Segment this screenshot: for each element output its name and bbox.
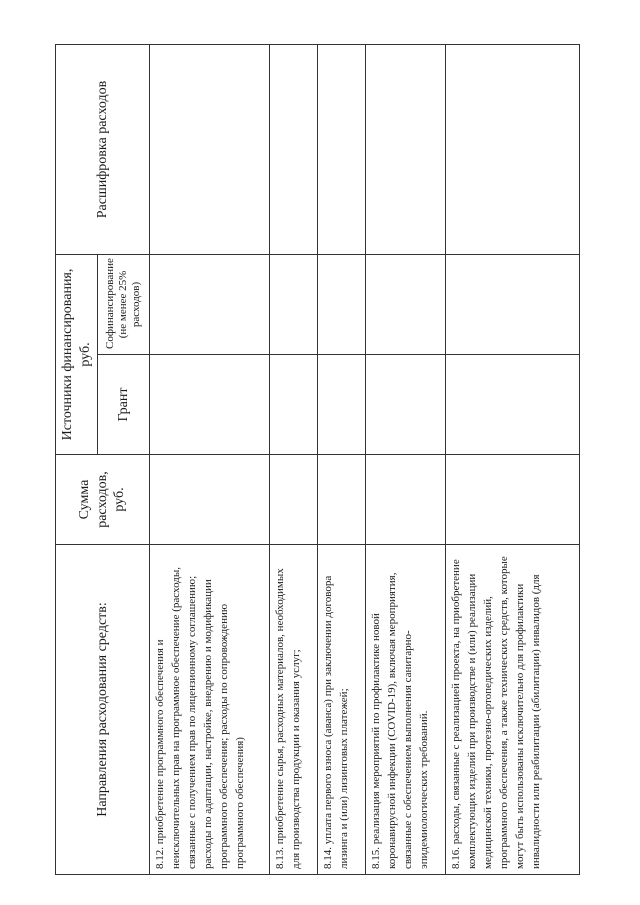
row-grant-cell — [318, 355, 366, 455]
rotated-page — [55, 45, 575, 875]
row-direction-text: 8.14. уплата первого взноса (аванса) при заключении договора лизинга и (или) лизинговых платежей; — [318, 545, 366, 875]
table-row — [446, 45, 580, 875]
row-sum-cell — [366, 455, 446, 545]
table-row — [366, 45, 446, 875]
row-breakdown-cell — [366, 45, 446, 255]
row-sum-cell — [318, 455, 366, 545]
table-row — [150, 45, 270, 875]
header-sum: Сумма расходов, руб. — [56, 455, 150, 545]
row-grant-cell — [446, 355, 580, 455]
header-sources: Источники финансирования, руб. — [56, 255, 98, 455]
row-direction-text: 8.12. приобретение программного обеспечения и неисключительных прав на программное обеспечение (расходы, связанные с получением прав по лицензионному соглашению; расходы по адаптации, настройке, внедрению и модификации программного обеспечения; расходы по сопровождению программного обеспечения) — [150, 545, 270, 875]
expenses-table — [55, 44, 580, 875]
row-grant-cell — [270, 355, 318, 455]
table-row — [318, 45, 366, 875]
row-breakdown-cell — [318, 45, 366, 255]
header-cofinancing: Софинансирование (не менее 25% расходов) — [98, 255, 150, 355]
header-direction: Направления расходования средств: — [56, 545, 150, 875]
row-direction-text: 8.15. реализация мероприятий по профилактике новой коронавирусной инфекции (COVID-19), включая мероприятия, связанные с обеспечением выполнения санитарно-эпидемиологических требований. — [366, 545, 446, 875]
header-grant: Грант — [98, 355, 150, 455]
row-breakdown-cell — [150, 45, 270, 255]
row-cofinancing-cell — [446, 255, 580, 355]
row-sum-cell — [446, 455, 580, 545]
row-direction-text: 8.13. приобретение сырья, расходных материалов, необходимых для производства продукции и оказания услуг; — [270, 545, 318, 875]
row-cofinancing-cell — [366, 255, 446, 355]
header-breakdown: Расшифровка расходов — [56, 45, 150, 255]
row-cofinancing-cell — [150, 255, 270, 355]
row-cofinancing-cell — [270, 255, 318, 355]
row-breakdown-cell — [270, 45, 318, 255]
row-grant-cell — [366, 355, 446, 455]
row-cofinancing-cell — [318, 255, 366, 355]
row-direction-text: 8.16. расходы, связанные с реализацией проекта, на приобретение комплектующих изделий при производстве и (или) реализации медицинской техники, протезно-ортопедических изделий, программного обеспечения, а также технических средств, которые могут быть использованы исключительно для профилактики инвалидности или реабилитации (абилитации) инвалидов (для — [446, 545, 580, 875]
row-breakdown-cell — [446, 45, 580, 255]
row-sum-cell — [270, 455, 318, 545]
row-grant-cell — [150, 355, 270, 455]
table-row — [270, 45, 318, 875]
row-sum-cell — [150, 455, 270, 545]
